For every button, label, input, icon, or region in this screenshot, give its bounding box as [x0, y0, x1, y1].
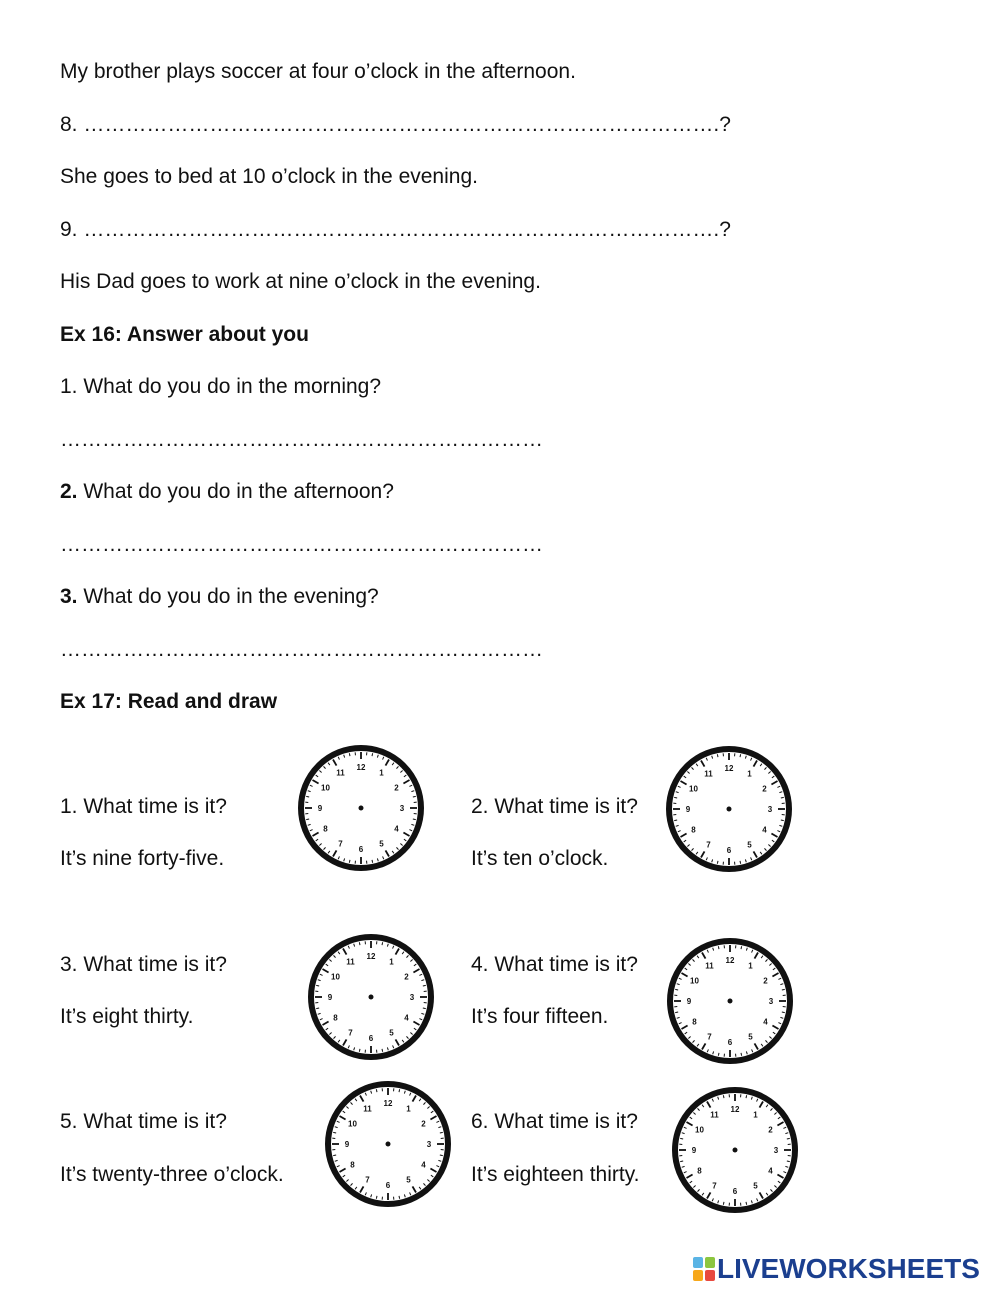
ex16-question-3-number: 3. [60, 585, 78, 608]
clock-tick [675, 989, 678, 990]
clock-number: 2 [762, 784, 767, 794]
clock-number: 9 [685, 805, 691, 814]
clock-number: 10 [689, 784, 698, 794]
clock-tick [723, 1095, 724, 1098]
clock-number: 2 [404, 972, 409, 982]
clock-tick [372, 860, 373, 863]
clock-number: 12 [725, 956, 735, 965]
clock-number: 2 [421, 1119, 426, 1129]
clock-number: 8 [697, 1166, 702, 1176]
clock-center-dot [728, 999, 733, 1004]
clock-number: 5 [389, 1028, 394, 1038]
clock-number: 6 [732, 1187, 738, 1196]
clock-number: 4 [404, 1013, 409, 1023]
clock-tick [333, 1155, 336, 1156]
clock-number: 9 [327, 993, 333, 1002]
clock-number: 1 [747, 769, 752, 779]
clock-tick [359, 942, 360, 945]
clock-number: 2 [768, 1125, 773, 1135]
clock-center-dot [359, 806, 364, 811]
clock-number: 5 [753, 1181, 758, 1191]
clock-number: 9 [691, 1146, 697, 1155]
clock-number: 8 [333, 1013, 338, 1023]
clock-number: 12 [724, 764, 734, 773]
clock-face-3[interactable] [305, 931, 437, 1063]
ex17-question-4: 4. What time is it? [471, 953, 638, 976]
logo-mark-block-3 [693, 1270, 703, 1281]
clock-number: 1 [406, 1104, 411, 1114]
clock-tick [741, 1053, 742, 1056]
clock-tick [740, 754, 741, 757]
clock-tick [746, 1095, 747, 1098]
clock-tick [787, 1161, 790, 1162]
ex17-question-5: 5. What time is it? [60, 1110, 227, 1133]
clock-tick [787, 1138, 790, 1139]
clock-tick [359, 1049, 360, 1052]
ex17-answer-4: It’s four fifteen. [471, 1005, 609, 1028]
clock-number: 3 [768, 997, 774, 1006]
clock-tick [674, 797, 677, 798]
clock-number: 11 [704, 769, 713, 779]
clock-tick [333, 1132, 336, 1133]
clock-center-dot [733, 1148, 738, 1153]
clock-tick [740, 861, 741, 864]
question-8-line [60, 112, 731, 138]
clock-tick [316, 985, 319, 986]
clock-number: 12 [366, 952, 376, 961]
clock-tick [423, 985, 426, 986]
clock-tick [399, 1089, 400, 1092]
clock-tick [423, 1008, 426, 1009]
clock-number: 7 [706, 840, 711, 850]
clock-number: 4 [394, 824, 399, 834]
ex16-question-2-text: What do you do in the afternoon? [77, 480, 394, 503]
ex16-answer-1-blank[interactable]: …………………………………………………………… [60, 428, 543, 451]
clock-number: 10 [321, 783, 330, 793]
clock-tick [746, 1202, 747, 1205]
clock-tick [718, 946, 719, 949]
statement-9: His Dad goes to work at nine o’clock in the evening. [60, 270, 541, 293]
clock-number: 10 [331, 972, 340, 982]
ex16-question-3 [60, 584, 379, 610]
clock-number: 9 [686, 997, 692, 1006]
clock-number: 6 [726, 846, 732, 855]
clock-number: 9 [344, 1140, 350, 1149]
clock-number: 3 [399, 804, 405, 813]
clock-number: 2 [763, 976, 768, 986]
clock-number: 9 [317, 804, 323, 813]
clock-tick [717, 754, 718, 757]
logo-mark-block-4 [705, 1270, 715, 1281]
clock-number: 10 [695, 1125, 704, 1135]
clock-face-1[interactable] [295, 742, 427, 874]
question-9-mark: ? [719, 218, 731, 241]
clock-tick [723, 1202, 724, 1205]
clock-number: 7 [338, 839, 343, 849]
clock-tick [306, 819, 309, 820]
statement-7: My brother plays soccer at four o’clock in the afternoon. [60, 60, 576, 83]
clock-tick [413, 819, 416, 820]
ex16-question-2 [60, 479, 394, 505]
ex17-question-6: 6. What time is it? [471, 1110, 638, 1133]
clock-tick [718, 1053, 719, 1056]
ex17-answer-1: It’s nine forty-five. [60, 847, 225, 870]
clock-tick [674, 820, 677, 821]
clock-number: 4 [762, 825, 767, 835]
ex16-question-2-number: 2. [60, 480, 78, 503]
question-8-mark: ? [719, 113, 731, 136]
clock-tick [316, 1008, 319, 1009]
clock-tick [372, 753, 373, 756]
clock-number: 8 [323, 824, 328, 834]
clock-tick [413, 796, 416, 797]
clock-tick [399, 1196, 400, 1199]
clock-face-5[interactable] [322, 1078, 454, 1210]
liveworksheets-logo [693, 1254, 980, 1284]
clock-number: 3 [773, 1146, 779, 1155]
logo-mark-block-2 [705, 1257, 715, 1268]
clock-number: 7 [365, 1175, 370, 1185]
ex16-answer-3-blank[interactable]: …………………………………………………………… [60, 638, 543, 661]
ex16-answer-2-blank[interactable]: …………………………………………………………… [60, 533, 543, 556]
liveworksheets-logo-mark-icon [693, 1257, 715, 1281]
clock-center-dot [727, 807, 732, 812]
clock-face-6[interactable] [669, 1084, 801, 1216]
clock-face-4[interactable] [664, 935, 796, 1067]
ex17-answer-5: It’s twenty-three o’clock. [60, 1163, 284, 1186]
clock-number: 4 [763, 1017, 768, 1027]
clock-number: 1 [379, 768, 384, 778]
clock-tick [680, 1138, 683, 1139]
clock-number: 6 [727, 1038, 733, 1047]
clock-number: 3 [426, 1140, 432, 1149]
statement-8: She goes to bed at 10 o’clock in the evening. [60, 165, 478, 188]
clock-number: 12 [383, 1099, 393, 1108]
logo-mark-block-1 [693, 1257, 703, 1268]
clock-number: 8 [692, 1017, 697, 1027]
clock-tick [440, 1132, 443, 1133]
question-9-answer-blank[interactable]: ………………………………………………………………………………. [83, 218, 720, 241]
question-9-number: 9. [60, 218, 78, 241]
ex16-question-1: 1. What do you do in the morning? [60, 375, 382, 398]
clock-tick [781, 820, 784, 821]
clock-tick [717, 861, 718, 864]
clock-tick [349, 753, 350, 756]
clock-number: 7 [712, 1181, 717, 1191]
clock-number: 11 [705, 961, 714, 971]
clock-number: 12 [730, 1105, 740, 1114]
clock-tick [741, 946, 742, 949]
clock-number: 12 [356, 763, 366, 772]
clock-face-2[interactable] [663, 743, 795, 875]
clock-number: 5 [379, 839, 384, 849]
clock-number: 3 [409, 993, 415, 1002]
clock-number: 11 [346, 957, 355, 967]
clock-number: 4 [421, 1160, 426, 1170]
question-8-answer-blank[interactable]: ………………………………………………………………………………. [83, 113, 720, 136]
clock-tick [680, 1161, 683, 1162]
clock-number: 4 [768, 1166, 773, 1176]
clock-number: 8 [350, 1160, 355, 1170]
clock-number: 2 [394, 783, 399, 793]
ex17-answer-3: It’s eight thirty. [60, 1005, 194, 1028]
clock-tick [782, 1012, 785, 1013]
clock-tick [376, 1196, 377, 1199]
clock-number: 8 [691, 825, 696, 835]
clock-number: 7 [707, 1032, 712, 1042]
clock-tick [376, 1089, 377, 1092]
clock-number: 7 [348, 1028, 353, 1038]
clock-tick [349, 860, 350, 863]
question-9-line [60, 217, 731, 243]
ex17-question-1: 1. What time is it? [60, 795, 227, 818]
clock-center-dot [369, 995, 374, 1000]
ex17-question-2: 2. What time is it? [471, 795, 638, 818]
clock-number: 1 [389, 957, 394, 967]
clock-number: 6 [385, 1181, 391, 1190]
clock-number: 6 [368, 1034, 374, 1043]
clock-number: 1 [748, 961, 753, 971]
ex16-title: Ex 16: Answer about you [60, 323, 309, 346]
ex17-question-3: 3. What time is it? [60, 953, 227, 976]
clock-tick [781, 797, 784, 798]
clock-number: 5 [747, 840, 752, 850]
clock-number: 11 [336, 768, 345, 778]
question-8-number: 8. [60, 113, 78, 136]
clock-tick [782, 989, 785, 990]
ex17-answer-6: It’s eighteen thirty. [471, 1163, 640, 1186]
ex16-question-3-text: What do you do in the evening? [77, 585, 379, 608]
clock-number: 6 [358, 845, 364, 854]
clock-number: 5 [406, 1175, 411, 1185]
clock-number: 10 [348, 1119, 357, 1129]
clock-number: 11 [363, 1104, 372, 1114]
clock-number: 5 [748, 1032, 753, 1042]
clock-tick [382, 1049, 383, 1052]
clock-tick [675, 1012, 678, 1013]
ex17-title: Ex 17: Read and draw [60, 690, 278, 713]
clock-tick [382, 942, 383, 945]
clock-number: 10 [690, 976, 699, 986]
clock-tick [440, 1155, 443, 1156]
liveworksheets-logo-text: LIVEWORKSHEETS [717, 1253, 980, 1284]
clock-tick [306, 796, 309, 797]
clock-number: 11 [710, 1110, 719, 1120]
clock-number: 3 [767, 805, 773, 814]
clock-center-dot [386, 1142, 391, 1147]
clock-number: 1 [753, 1110, 758, 1120]
ex17-answer-2: It’s ten o’clock. [471, 847, 609, 870]
